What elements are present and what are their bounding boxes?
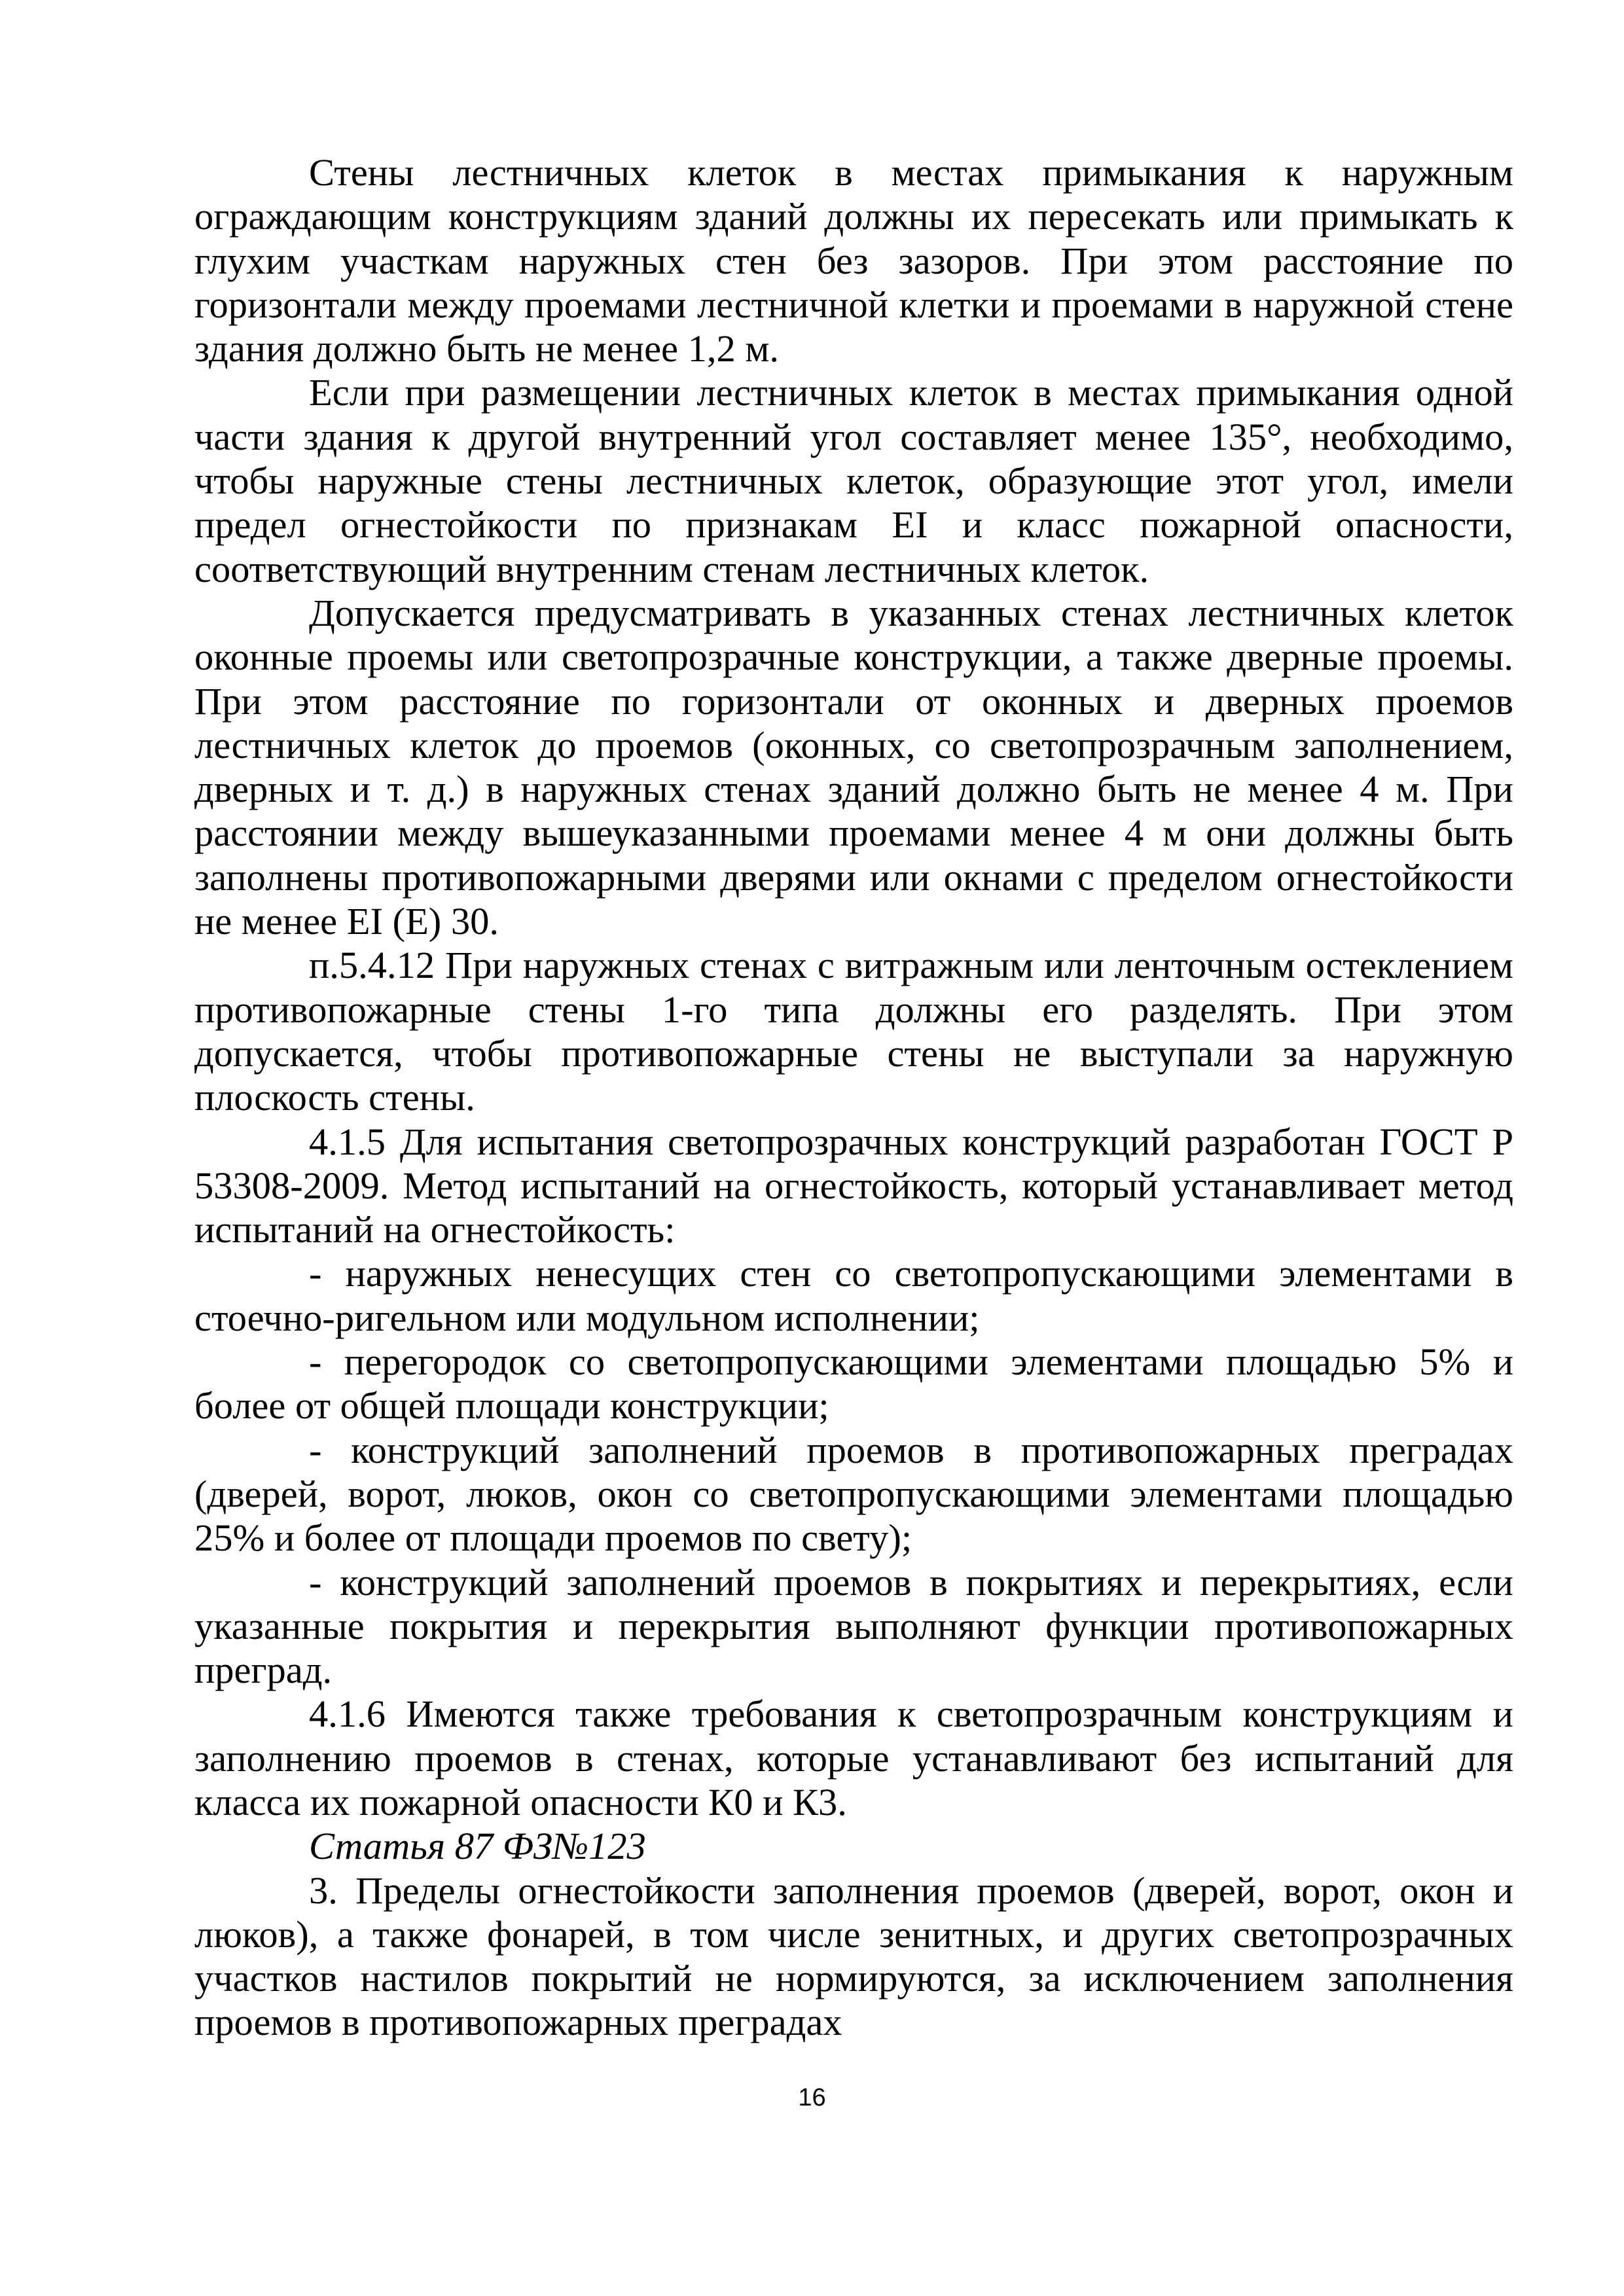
document-page <box>194 151 1513 2045</box>
list-item-partitions: - перегородок со светопропускающими элементами площадью 5% и более от общей площади конструкции; <box>194 1340 1513 1427</box>
paragraph-clause-4-1-6: 4.1.6 Имеются также требования к светопрозрачным конструкциям и заполнению проемов в стенах, которые устанавливают без испытаний для класса их пожарной опасности К0 и К3. <box>194 1693 1513 1823</box>
paragraph-window-openings: Допускается предусматривать в указанных стенах лестничных клеток оконные проемы или светопрозрачные конструкции, а также дверные проемы. При этом расстояние по горизонтали от оконных и дверных проемов лестничных клеток до проемов (оконных, со светопрозрачным заполнением, дверных и т. д.) в наружных стенах зданий должно быть не менее 4 м. При расстоянии между вышеуказанными проемами менее 4 м они должны быть заполнены противопожарными дверями или окнами с пределом огнестойкости не менее EI (E) 30. <box>194 591 1513 943</box>
paragraph-stairwell-walls: Стены лестничных клеток в местах примыкания к наружным ограждающим конструкциям зданий должны их пересекать или примыкать к глухим участкам наружных стен без зазоров. При этом расстояние по горизонтали между проемами лестничной клетки и проемами в наружной стене здания должно быть не менее 1,2 м. <box>194 151 1513 370</box>
list-item-external-walls: - наружных ненесущих стен со светопропускающими элементами в стоечно-ригельном или модульном исполнении; <box>194 1252 1513 1339</box>
paragraph-final: 3. Пределы огнестойкости заполнения проемов (дверей, ворот, окон и люков), а также фонарей, в том числе зенитных, и других светопрозрачных участков настилов покрытий не нормируются, за исключением заполнения проемов в противопожарных преградах <box>194 1869 1513 2044</box>
list-item-opening-fillings: - конструкций заполнений проемов в противопожарных преградах (дверей, ворот, люков, окон со светопропускающими элементами площадью 25% и более от площади проемов по свету); <box>194 1428 1513 1560</box>
paragraph-clause-5-4-12: п.5.4.12 При наружных стенах с витражным или ленточным остеклением противопожарные стены 1-го типа должны его разделять. При этом допускается, чтобы противопожарные стены не выступали за наружную плоскость стены. <box>194 944 1513 1119</box>
list-item-roof-fillings: - конструкций заполнений проемов в покрытиях и перекрытиях, если указанные покрытия и перекрытия выполняют функции противопожарных преград. <box>194 1560 1513 1692</box>
paragraph-inner-angle: Если при размещении лестничных клеток в местах примыкания одной части здания к другой внутренний угол составляет менее 135°, необходимо, чтобы наружные стены лестничных клеток, образующие этот угол, имели предел огнестойкости по признакам EI и класс пожарной опасности, соответствующий внутренним стенам лестничных клеток. <box>194 371 1513 590</box>
paragraph-clause-4-1-5: 4.1.5 Для испытания светопрозрачных конструкций разработан ГОСТ Р 53308-2009. Метод испытаний на огнестойкость, который устанавливает метод испытаний на огнестойкость: <box>194 1120 1513 1251</box>
article-reference: Статья 87 ФЗ№123 <box>309 1825 646 1868</box>
page-number: 16 <box>798 2084 826 2111</box>
